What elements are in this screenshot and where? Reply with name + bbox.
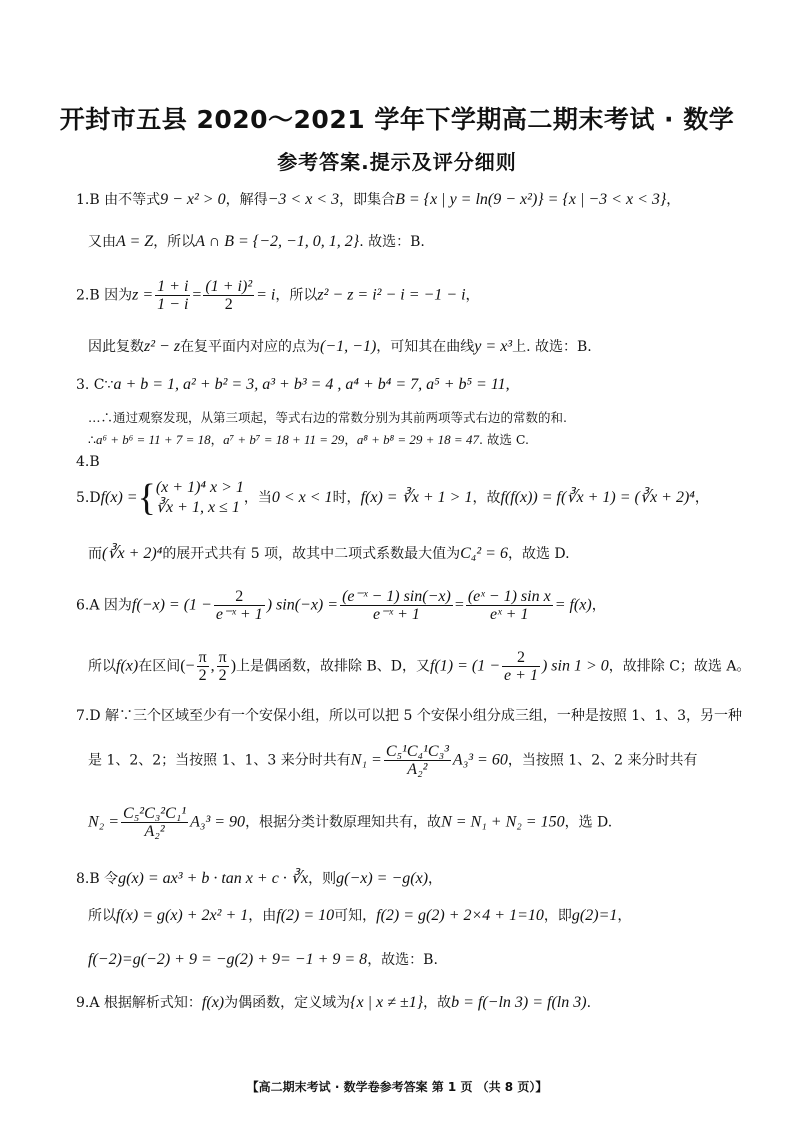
q5-piecewise: (x + 1)⁴ x > 1 ∛x + 1, x ≤ 1: [155, 479, 244, 516]
q7-line3: N₂ = $\frac{\text{C₅²C₃²C₁¹}}{\text{A₂²}}$ A₃³ = 90，根据分类计数原理知共有，故N = N₁ + N₂ = 150，选 D.: [88, 805, 613, 840]
q5-line1: 5.Df(x) ={ (x + 1)⁴ x > 1 ∛x + 1, x ≤ 1 ，当0 < x < 1时，f(x) = ∛x + 1 > 1，故f(f(x)) = f(∛x + 1) = (∛x + 2)⁴，: [76, 477, 709, 519]
q2-fraction-2: $\frac{\text{(1 + i)²}}{2}$: [205, 278, 253, 313]
q5-line2: 而(∛x + 2)⁴的展开式共有 5 项，故其中二项式系数最大值为C₄² = 6，故选 D.: [88, 545, 570, 562]
q3-line1: 3. C∵a + b = 1, a² + b² = 3, a³ + b³ = 4 , a⁴ + b⁴ = 7, a⁵ + b⁵ = 11,: [76, 376, 510, 393]
q2-fraction-1: $\frac{1 + i}{1 - i}$: [157, 278, 189, 313]
q8-line1: 8.B 令g(x) = ax³ + b · tan x + c · ∛x，则g(−x) = −g(x)，: [76, 870, 443, 887]
q4-answer: 4.B: [76, 454, 100, 470]
q9-line1: 9.A 根据解析式知：f(x)为偶函数，定义域为{x | x ≠ ±1}，故b = f(−ln 3) = f(ln 3).: [76, 994, 592, 1011]
q1-inequality: 9 − x² > 0: [160, 191, 226, 208]
q2-line2: 因此复数z² − z在复平面内对应的点为(−1, −1)，可知其在曲线y = x³上. 故选：B.: [88, 338, 592, 355]
q6-line1: 6.A 因为f(−x) = (1 − $\frac{2}{\text{e⁻ˣ + 1}}$ ) sin(−x) = $\frac{\text{(e⁻ˣ − 1) sin(−x)}}{\text{e⁻ˣ + 1}}$ = $\frac{\text{(eˣ − 1) sin x}}{\text{eˣ + 1}}$ = f(x)，: [76, 588, 606, 623]
q7-line2: 是 1、2、2；当按照 1、1、3 来分时共有N₁ = $\frac{\text{C₅¹C₄¹C₃³}}{\text{A₂²}}$ A₃³ = 60，当按照 1、2、2 来分时共有: [88, 743, 698, 778]
q1-line1: 1.B 由不等式9 − x² > 0，解得−3 < x < 3，即集合B = {x | y = ln(9 − x²)} = {x | −3 < x < 3}，: [76, 191, 681, 208]
q1-set-b: B = {x | y = ln(9 − x²)} = {x | −3 < x < 3}: [395, 191, 667, 208]
q3-line3: ∴a⁶ + b⁶ = 11 + 7 = 18，a⁷ + b⁷ = 18 + 11 = 29，a⁸ + b⁸ = 29 + 18 = 47. 故选 C.: [88, 432, 529, 447]
q8-line2: 所以f(x) = g(x) + 2x² + 1，由f(2) = 10可知，f(2) = g(2) + 2×4 + 1=10，即g(2)=1，: [88, 907, 632, 924]
q3-line2: …∴通过观察发现，从第三项起，等式右边的常数分别为其前两项等式右边的常数的和.: [88, 410, 567, 425]
q5-brace: {: [137, 477, 156, 519]
q7-line1: 7.D 解∵三个区域至少有一个安保小组，所以可以把 5 个安保小组分成三组，一种是按照 1、1、3，另一种: [76, 708, 743, 724]
page-footer: 【高二期末考试 · 数学卷参考答案 第 1 页 （共 8 页）】: [246, 1080, 548, 1094]
q1-line2: 又由A = Z，所以A ∩ B = {−2, −1, 0, 1, 2}. 故选：B.: [88, 233, 425, 250]
q1-intersection: A ∩ B = {−2, −1, 0, 1, 2}: [195, 233, 360, 250]
page-title: 开封市五县 2020～2021 学年下学期高二期末考试 · 数学: [59, 105, 735, 134]
q6-line2: 所以f(x)在区间(− $\frac{\pi}{2}$ , $\frac{\pi}{2}$ )上是偶函数，故排除 B、D，又f(1) = (1 − $\frac{2}{e + 1}$ ) sin 1 > 0，故排除 C；故选 A。: [88, 649, 751, 684]
q2-line1: 2.B 因为z = $\frac{1 + i}{1 - i}$ = $\frac{\text{(1 + i)²}}{2}$ = i，所以z² − z = i² − i = −1 − i，: [76, 278, 480, 313]
q8-line3: f(−2)=g(−2) + 9 = −g(2) + 9= −1 + 9 = 8，故选：B.: [88, 951, 438, 968]
page-subtitle: 参考答案.提示及评分细则: [277, 150, 517, 174]
